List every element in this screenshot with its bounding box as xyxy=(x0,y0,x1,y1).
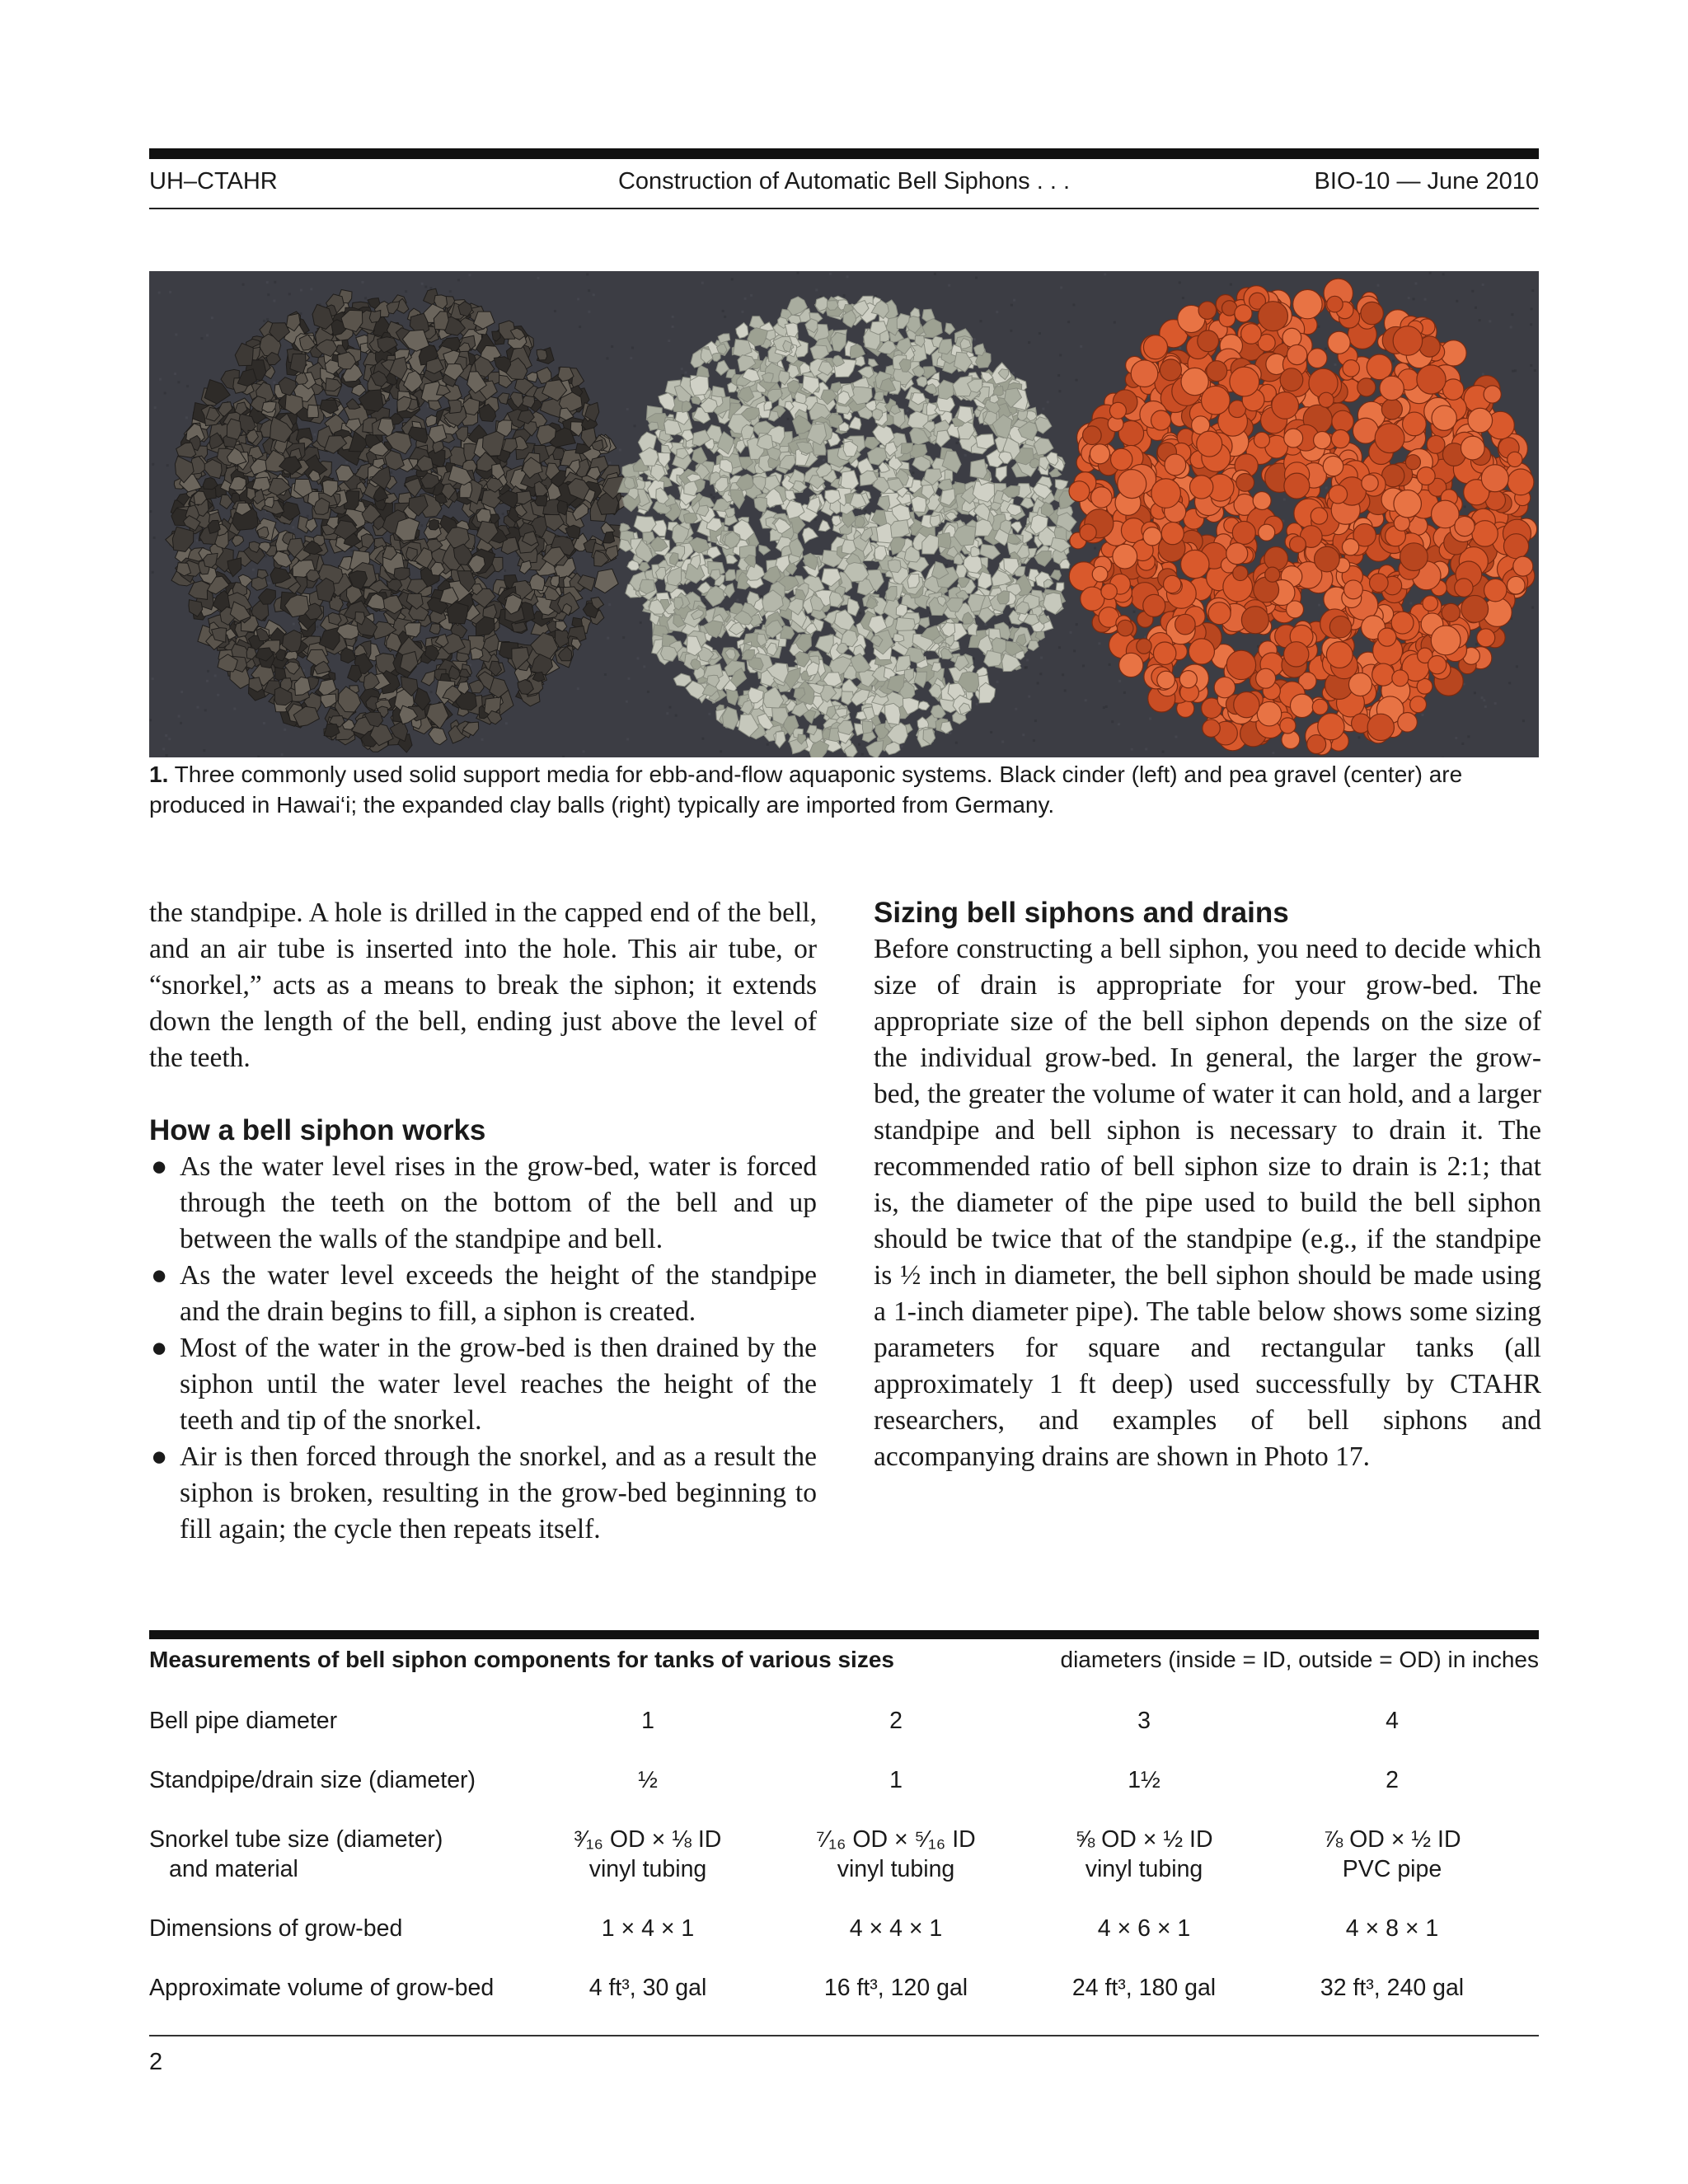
bullet-list xyxy=(149,1149,817,1548)
table-cell-line: 4 ft³, 30 gal xyxy=(588,1975,707,2001)
table-cell-line: ½ xyxy=(638,1767,658,1793)
bullet-icon: ● xyxy=(151,1441,168,1472)
table-cell-line: vinyl tubing xyxy=(588,1856,707,1882)
row-label-line: and material xyxy=(169,1856,298,1882)
row-label-line: Snorkel tube size (diameter) xyxy=(149,1826,443,1853)
list-item: ● As the water level rises in the grow-bed, water is forced through the teeth on the bottom of the bell and up between the walls of the standpipe and bell. xyxy=(149,1149,817,1258)
left-intro-paragraph: the standpipe. A hole is drilled in the capped end of the bell, and an air tube is inserted into the hole. This air tube, or “snorkel,” acts as a means to break the siphon; it extends down the length of the bell, ending just above the level of the teeth. xyxy=(149,898,817,1073)
table-cell xyxy=(1289,1706,1495,1736)
table-cell-line: 32 ft³, 240 gal xyxy=(1320,1975,1465,2001)
table-cell xyxy=(545,1914,751,1943)
table-cell xyxy=(1289,1973,1495,2003)
table-title: Measurements of bell siphon components for tanks of various sizes xyxy=(149,1647,894,1672)
row-label xyxy=(149,1914,402,1943)
table-cell-line: 3 xyxy=(1137,1708,1151,1734)
row-label-line: Dimensions of grow-bed xyxy=(149,1915,403,1942)
table-cell xyxy=(1041,1914,1247,1943)
table-cell-line: 1 xyxy=(641,1708,654,1734)
table-cell-line: 4 × 6 × 1 xyxy=(1097,1915,1191,1942)
table-cell-line: vinyl tubing xyxy=(1085,1856,1203,1882)
row-label-line: Standpipe/drain size (diameter) xyxy=(149,1767,476,1793)
table-cell-line: ⅝ OD × ½ ID xyxy=(1075,1826,1213,1853)
table-cell-line: PVC pipe xyxy=(1342,1856,1442,1882)
figure-caption xyxy=(149,759,1539,820)
table-cell-line: 16 ft³, 120 gal xyxy=(823,1975,968,2001)
table-cell xyxy=(793,1706,999,1736)
table-cell-line: 4 xyxy=(1386,1708,1399,1734)
list-item: ● Most of the water in the grow-bed is then drained by the siphon until the water level reaches the height of the teeth and tip of the snorkel. xyxy=(149,1330,817,1439)
list-item: ● Air is then forced through the snorkel, and as a result the siphon is broken, resulting in the grow-bed beginning to fill again; the cycle then repeats itself. xyxy=(149,1439,817,1548)
table-cell xyxy=(545,1765,751,1795)
table-cell xyxy=(793,1973,999,2003)
section-heading-how-it-works: How a bell siphon works xyxy=(149,1114,486,1146)
table-cell xyxy=(1289,1914,1495,1943)
table-cell-line: 24 ft³, 180 gal xyxy=(1071,1975,1217,2001)
table-cell-line: ⅞ OD × ½ ID xyxy=(1323,1826,1461,1853)
table-cell xyxy=(1041,1706,1247,1736)
section-heading-sizing: Sizing bell siphons and drains xyxy=(874,897,1289,929)
row-label-line: Bell pipe diameter xyxy=(149,1708,338,1734)
table-cell xyxy=(1289,1825,1495,1884)
row-label xyxy=(149,1825,443,1884)
figure-photo xyxy=(149,271,1539,757)
left-column xyxy=(149,895,817,1548)
page-number: 2 xyxy=(149,2049,163,2075)
table-cell-line: vinyl tubing xyxy=(837,1856,955,1882)
running-header xyxy=(149,168,1539,201)
table-cell-line: 2 xyxy=(1386,1767,1399,1793)
table-cell-line: 2 xyxy=(889,1708,903,1734)
list-item: ● As the water level exceeds the height of the standpipe and the drain begins to fill, a siphon is created. xyxy=(149,1258,817,1330)
header-rule xyxy=(149,208,1539,209)
figure-caption-text: Three commonly used solid support media for ebb-and-flow aquaponic systems. Black cinder (left) and pea gravel (center) are produced in Hawai‘i; the expanded clay balls (right) typically are imported from Germany. xyxy=(149,762,1463,818)
row-label xyxy=(149,1706,337,1736)
table-cell xyxy=(545,1706,751,1736)
table-cell xyxy=(1041,1765,1247,1795)
table-cell-line: 4 × 8 × 1 xyxy=(1345,1915,1439,1942)
table-cell xyxy=(793,1765,999,1795)
table-cell xyxy=(545,1973,751,2003)
table-cell-line: ⁷⁄₁₆ OD × ⁵⁄₁₆ ID xyxy=(816,1826,976,1853)
row-label xyxy=(149,1973,494,2003)
table-cell xyxy=(1041,1825,1247,1884)
table-cell-line: 4 × 4 × 1 xyxy=(849,1915,943,1942)
row-label xyxy=(149,1765,476,1795)
right-column xyxy=(874,895,1541,1475)
table-cell-line: 1½ xyxy=(1128,1767,1160,1793)
table-cell xyxy=(1289,1765,1495,1795)
table-cell xyxy=(1041,1973,1247,2003)
table-cell-line: 1 xyxy=(889,1767,903,1793)
bullet-icon: ● xyxy=(151,1151,168,1182)
media-photo-illustration xyxy=(149,271,1539,757)
table-cell xyxy=(793,1825,999,1884)
table-bottom-rule xyxy=(149,2035,1539,2036)
figure-number: 1. xyxy=(149,762,169,787)
bullet-icon: ● xyxy=(151,1333,168,1363)
row-label-line: Approximate volume of grow-bed xyxy=(149,1975,495,2001)
header-title: Construction of Automatic Bell Siphons . . . xyxy=(617,168,1071,194)
header-top-rule xyxy=(149,148,1539,159)
table-cell xyxy=(793,1914,999,1943)
sizing-paragraph: Before constructing a bell siphon, you need to decide which size of drain is appropriate for your grow-bed. The appropriate size of the bell siphon depends on the size of the individual grow-bed. In general, the larger the grow-bed, the greater the volume of water it can hold, and a larger standpipe and bell siphon is necessary to drain it. The recommended ratio of bell siphon size to drain is 2:1; that is, the diameter of the pipe used to build the bell siphon should be twice that of the standpipe (e.g., if the standpipe is ½ inch in diameter, the bell siphon should be made using a 1-inch diameter pipe). The table below shows some sizing parameters for square and rectangular tanks (all approximately 1 ft deep) used successfully by CTAHR researchers, and examples of bell siphons and accompanying drains are shown in Photo 17. xyxy=(874,934,1541,1472)
table-cell-line: ³⁄₁₆ OD × ⅛ ID xyxy=(574,1826,722,1853)
table-top-rule xyxy=(149,1630,1539,1639)
header-issue: BIO-10 — June 2010 xyxy=(1314,168,1539,194)
table-cell-line: 1 × 4 × 1 xyxy=(601,1915,695,1942)
header-org: UH–CTAHR xyxy=(149,168,278,194)
table-cell xyxy=(545,1825,751,1884)
bullet-icon: ● xyxy=(151,1260,168,1291)
table-units-note: diameters (inside = ID, outside = OD) in inches xyxy=(1060,1647,1539,1672)
